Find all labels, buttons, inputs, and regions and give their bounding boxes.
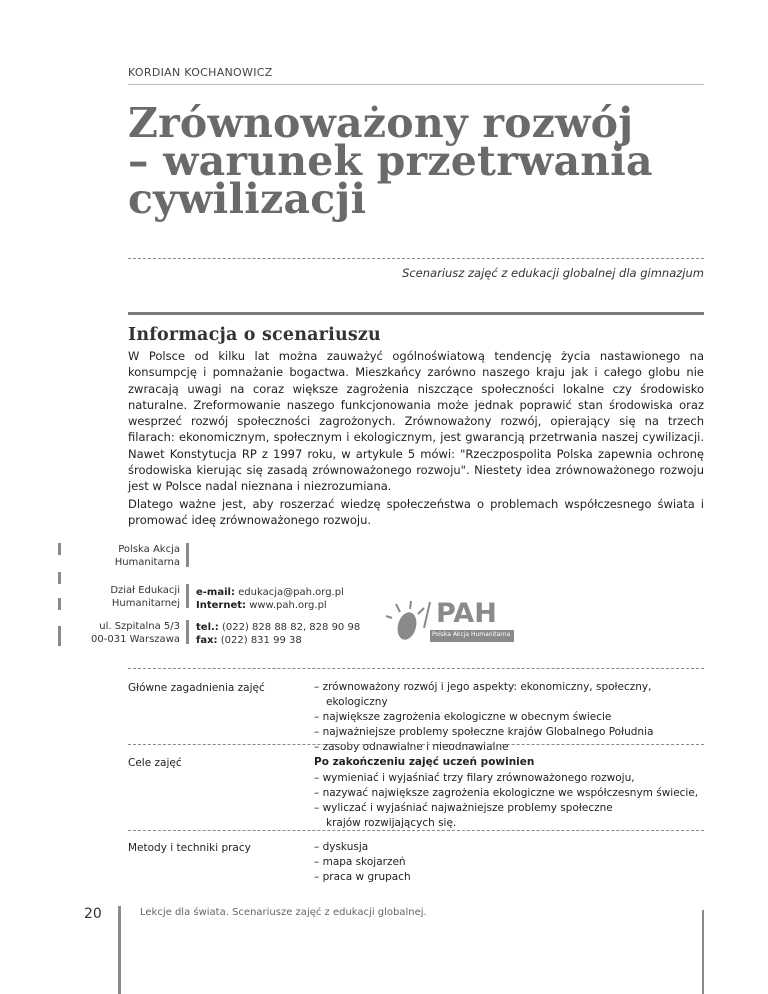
title-divider xyxy=(128,258,704,259)
org-dept-line: Dział Edukacji xyxy=(110,585,180,596)
contact-online xyxy=(196,586,344,612)
author-name: KORDIAN KOCHANOWICZ xyxy=(128,66,273,79)
list-item: – wymieniać i wyjaśniać trzy filary zrównoważonego rozwoju, xyxy=(314,772,635,784)
title-line-1: Zrównoważony rozwój xyxy=(128,99,634,147)
footer-right-bar xyxy=(702,910,704,994)
fax-value: (022) 831 99 38 xyxy=(220,635,302,646)
list-item: – największe zagrożenia ekologiczne w obecnym świecie xyxy=(314,711,612,723)
website-link[interactable]: www.pah.org.pl xyxy=(249,600,327,611)
list-item: – dyskusja xyxy=(314,841,369,853)
top-rule xyxy=(128,84,704,85)
list-item: – mapa skojarzeń xyxy=(314,856,406,868)
org-department xyxy=(66,584,180,610)
list-item: – wyliczać i wyjaśniać najważniejsze problemy społeczne krajów rozwijających się. xyxy=(314,802,613,829)
email-label: e-mail: xyxy=(196,587,235,598)
contact-phone xyxy=(196,621,360,647)
divider-bar xyxy=(186,584,189,608)
title-line-3: cywilizacji xyxy=(128,175,367,223)
table-divider xyxy=(128,744,704,745)
org-addr-line: 00-031 Warszawa xyxy=(91,634,180,645)
pah-logo xyxy=(384,598,516,648)
table-divider xyxy=(128,830,704,831)
list-item: – najważniejsze problemy społeczne krajów Globalnego Południa xyxy=(314,726,654,738)
fax-label: fax: xyxy=(196,635,218,646)
footer-bar xyxy=(118,906,121,994)
org-address xyxy=(66,620,180,646)
tel-label: tel.: xyxy=(196,622,219,633)
list-item: – zrównoważony rozwój i jego aspekty: ekonomiczny, społeczny, ekologiczny xyxy=(314,681,652,708)
logo-subtext: Polska Akcja Humanitarna xyxy=(432,631,511,638)
section-heading: Informacja o scenariuszu xyxy=(128,325,381,345)
goals-heading: Po zakończeniu zajęć uczeń powinien xyxy=(314,756,535,768)
side-bar xyxy=(58,543,61,555)
side-bar xyxy=(58,598,61,610)
logo-text: PAH xyxy=(436,598,497,629)
side-bar xyxy=(58,572,61,584)
row-label: Metody i techniki pracy xyxy=(128,842,251,854)
page-number: 20 xyxy=(84,906,102,922)
email-link[interactable]: edukacja@pah.org.pl xyxy=(238,587,344,598)
tel-value: (022) 828 88 82, 828 90 98 xyxy=(221,622,361,633)
org-dept-line: Humanitarnej xyxy=(111,598,180,609)
title-line-2: – warunek przetrwania xyxy=(128,137,653,185)
subtitle: Scenariusz zajęć z edukacji globalnej dla gimnazjum xyxy=(402,266,704,280)
section-rule xyxy=(128,312,704,315)
goals-list xyxy=(314,771,714,831)
divider-bar xyxy=(186,620,189,644)
list-item: – zasoby odnawialne i nieodnawialne xyxy=(314,741,509,753)
row-label: Główne zagadnienia zajęć xyxy=(128,682,265,694)
side-bar xyxy=(58,626,61,646)
divider-bar xyxy=(186,543,189,567)
footer-text: Lekcje dla świata. Scenariusze zajęć z edukacji globalnej. xyxy=(140,907,427,918)
table-divider xyxy=(128,668,704,669)
org-name xyxy=(66,543,180,569)
list-item: – nazywać największe zagrożenia ekologiczne we współczesnym świecie, xyxy=(314,787,699,799)
methods-list xyxy=(314,840,714,885)
org-addr-line: ul. Szpitalna 5/3 xyxy=(99,621,180,632)
list-item: – praca w grupach xyxy=(314,871,411,883)
org-name-line: Polska Akcja xyxy=(118,544,180,555)
info-paragraph-2: Dlatego ważne jest, aby roszerzać wiedzę społeczeństwa o problemach współczesnego świata i promować ideę zrównoważonego rozwoju. xyxy=(128,497,704,528)
page-title xyxy=(128,99,718,223)
org-name-line: Humanitarna xyxy=(114,557,180,568)
row-label: Cele zajęć xyxy=(128,757,182,769)
info-paragraph-1: W Polsce od kilku lat można zauważyć ogólnoświatową tendencję życia nastawionego na konsumpcję i pomnażanie bogactwa. Mieszkańcy zarówno naszego kraju jak i całego globu nie zwracają uwagi na coraz większe zagrożenia niszczące społeczności lokalne czy środowisko naturalne. Zreformowanie naszego funkcjonowania może jednak poprawić stan środowiska oraz wesprzeć rozwój społeczności zagrożonych. Zrównoważony rozwój, opierający się na trzech filarach: ekonomicznym, społecznym i ekologicznym, jest gwarancją przetrwania naszej cywilizacji. Nawet Konstytucja RP z 1997 roku, w artykule 5 mówi: "Rzeczpospolita Polska zapewnia ochronę środowiska kierując się zasadą zrównoważonego rozwoju". Niestety idea zrównoważonego rozwoju jest w Polsce nadal nieznana i niezrozumiana. xyxy=(128,349,704,494)
internet-label: Internet: xyxy=(196,600,247,611)
